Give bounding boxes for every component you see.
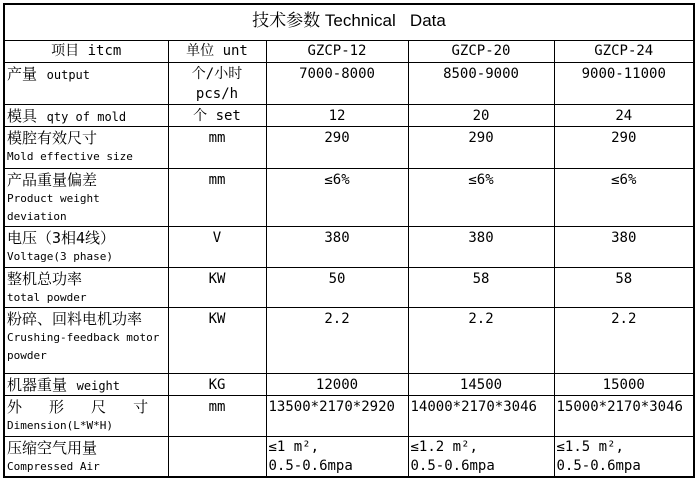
table-row-qty-of-mold: [4, 104, 694, 126]
item-label-cn: 粉碎、回料电机功率: [7, 309, 143, 328]
value-cell: [554, 436, 694, 477]
value-cell: 15000: [554, 373, 694, 395]
page-title: 技术参数 Technical Data: [4, 4, 694, 40]
item-label-cn: 整机总功率: [7, 269, 83, 288]
value-cell: [408, 436, 554, 477]
item-label-product-weight-deviation: [4, 168, 168, 226]
value-cell: 290: [554, 126, 694, 168]
item-label-total-power: [4, 267, 168, 307]
table-row-mold-effective-size: [4, 126, 694, 168]
value-cell: ≤6%: [554, 168, 694, 226]
title-row: [4, 4, 694, 40]
technical-data-table: [3, 3, 695, 478]
item-label-cn: 产量: [7, 64, 38, 83]
table-row-dimension: [4, 395, 694, 436]
value-cell: 58: [554, 267, 694, 307]
value-cell: 50: [266, 267, 408, 307]
item-label-en: Dimension(L*W*H): [7, 418, 113, 432]
value-cell: 12: [266, 104, 408, 126]
table-row-crushing-feedback-motor-power: [4, 307, 694, 373]
item-label-mold-effective-size: [4, 126, 168, 168]
item-label-cn: 模具: [7, 106, 38, 125]
item-label-en: Compressed Air: [7, 459, 100, 473]
item-label-en: Voltage(3 phase): [7, 249, 113, 263]
item-label-qty-of-mold: [4, 104, 168, 126]
technical-data-sheet: [0, 3, 696, 474]
value-cell: 2.2: [266, 307, 408, 373]
unit-cell: [168, 436, 266, 477]
value-line: ≤1 m²,: [268, 438, 320, 455]
value-line: 0.5-0.6mpa: [410, 457, 495, 474]
item-label-crushing-feedback-motor-power: [4, 307, 168, 373]
item-label-output: [4, 62, 168, 104]
item-label-machine-weight: [4, 373, 168, 395]
unit-cell: mm: [168, 168, 266, 226]
unit-cell: KG: [168, 373, 266, 395]
column-header-item: 项目 itcm: [4, 40, 168, 62]
column-header-unit: 单位 unt: [168, 40, 266, 62]
value-cell: 8500-9000: [408, 62, 554, 104]
table-row-machine-weight: [4, 373, 694, 395]
item-label-en: Product weight deviation: [7, 191, 100, 223]
value-cell: 15000*2170*3046: [554, 395, 694, 436]
value-cell: 2.2: [408, 307, 554, 373]
unit-cell: 个/小时 pcs/h: [168, 62, 266, 104]
item-label-dimension: [4, 395, 168, 436]
value-line: ≤1.5 m²,: [556, 438, 624, 455]
unit-cell: mm: [168, 395, 266, 436]
item-label-en: qty of mold: [46, 109, 127, 124]
item-label-cn: 电压（3相4线）: [7, 228, 116, 247]
header-row: [4, 40, 694, 62]
value-cell: 2.2: [554, 307, 694, 373]
table-row-total-power: [4, 267, 694, 307]
table-row-compressed-air: [4, 436, 694, 477]
unit-cell: 个 set: [168, 104, 266, 126]
value-line: ≤1.2 m²,: [410, 438, 478, 455]
table-row-voltage: [4, 226, 694, 267]
value-cell: 290: [408, 126, 554, 168]
item-label-en: output: [46, 67, 91, 82]
value-cell: 290: [266, 126, 408, 168]
value-cell: 58: [408, 267, 554, 307]
value-line: 0.5-0.6mpa: [556, 457, 641, 474]
item-label-voltage: [4, 226, 168, 267]
table-row-output: [4, 62, 694, 104]
value-cell: ≤6%: [408, 168, 554, 226]
item-label-en: total powder: [7, 290, 87, 304]
item-label-cn: 机器重量: [7, 375, 68, 394]
item-label-cn: 产品重量偏差: [7, 170, 98, 189]
item-label-cn: 压缩空气用量: [7, 438, 98, 457]
value-cell: 20: [408, 104, 554, 126]
value-cell: 380: [408, 226, 554, 267]
value-cell: 14000*2170*3046: [408, 395, 554, 436]
item-label-en: weight: [76, 378, 121, 393]
item-label-en: Crushing-feedback motor powder: [7, 330, 160, 362]
column-header-model-gzcp24: GZCP-24: [554, 40, 694, 62]
value-cell: 13500*2170*2920: [266, 395, 408, 436]
unit-cell: mm: [168, 126, 266, 168]
unit-cell: KW: [168, 267, 266, 307]
item-label-cn: 模腔有效尺寸: [7, 128, 98, 147]
value-line: 0.5-0.6mpa: [268, 457, 353, 474]
item-label-cn: 外 形 尺 寸: [7, 397, 158, 416]
value-cell: [266, 436, 408, 477]
value-cell: 9000-11000: [554, 62, 694, 104]
column-header-model-gzcp12: GZCP-12: [266, 40, 408, 62]
item-label-en: Mold effective size: [7, 149, 133, 163]
value-cell: 14500: [408, 373, 554, 395]
value-cell: ≤6%: [266, 168, 408, 226]
value-cell: 380: [266, 226, 408, 267]
value-cell: 12000: [266, 373, 408, 395]
item-label-compressed-air: [4, 436, 168, 477]
unit-cell: V: [168, 226, 266, 267]
column-header-model-gzcp20: GZCP-20: [408, 40, 554, 62]
table-row-product-weight-deviation: [4, 168, 694, 226]
value-cell: 24: [554, 104, 694, 126]
value-cell: 380: [554, 226, 694, 267]
unit-cell: KW: [168, 307, 266, 373]
value-cell: 7000-8000: [266, 62, 408, 104]
